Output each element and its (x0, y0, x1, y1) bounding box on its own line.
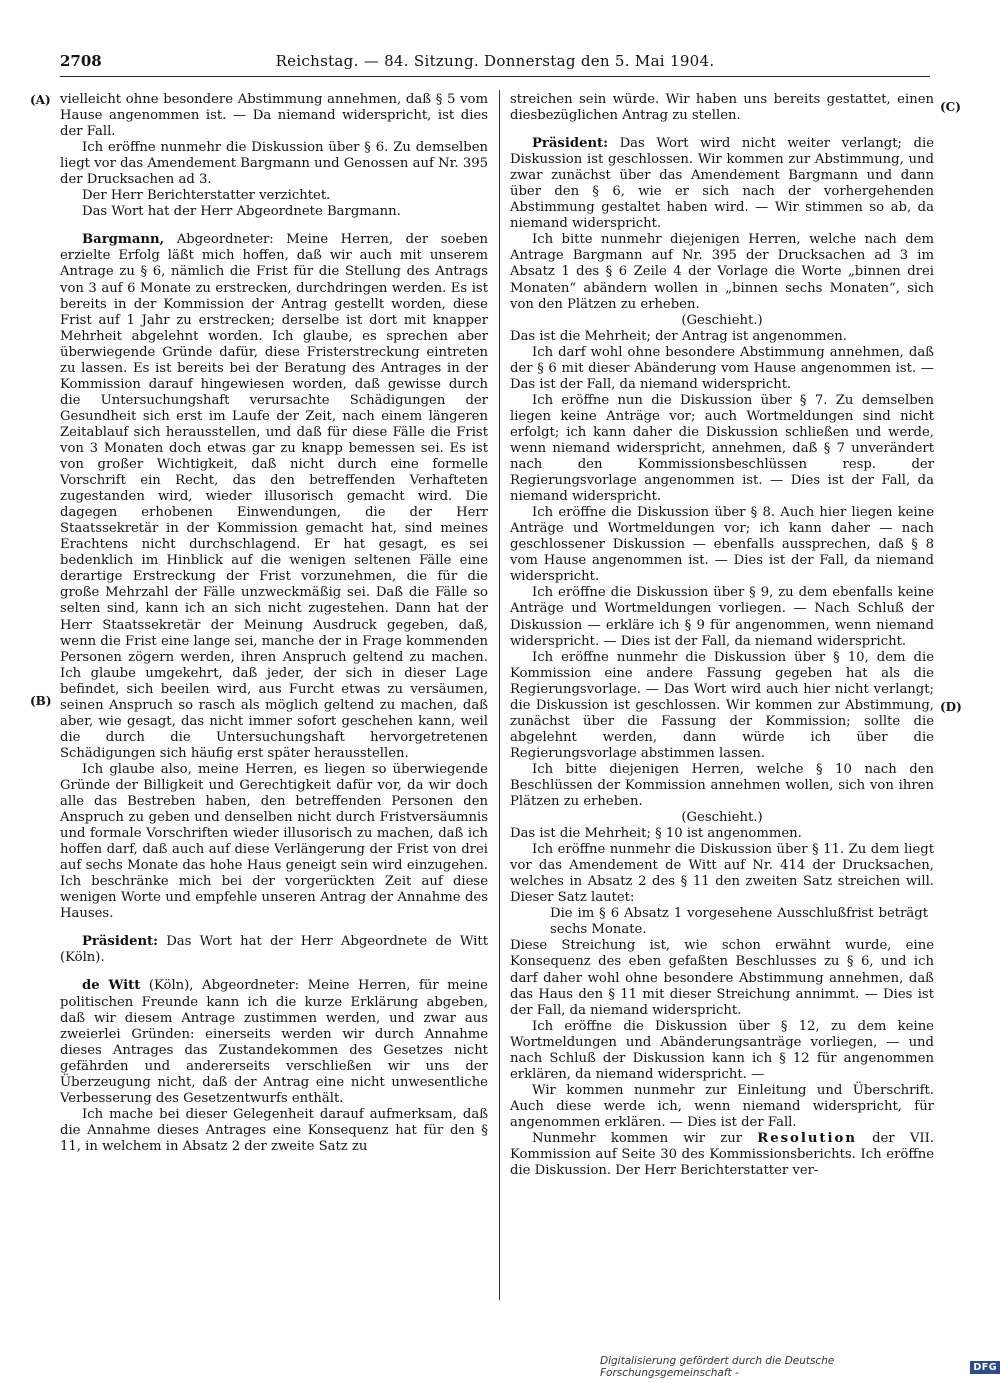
paragraph: Diese Streichung ist, wie schon erwähnt wurde, eine Konsequenz des eben gefaßten Beschlusses zu § 6, und ich darf daher wohl ohne besondere Abstimmung annehmen, daß das Haus den § 11 mit dieser Streichung annimmt. — Dies ist der Fall, da niemand widerspricht. (510, 938, 934, 1018)
speech-paragraph (510, 136, 934, 232)
margin-marker-c: (C) (940, 100, 961, 114)
spaced-emphasis: Resolution (757, 1131, 857, 1146)
paragraph: Der Herr Berichterstatter verzichtet. (82, 188, 331, 204)
margin-marker-a: (A) (30, 93, 51, 107)
paragraph: Ich eröffne nunmehr die Diskussion über § 6. Zu demselben liegt vor das Amendement Bargmann und Genossen auf Nr. 395 der Drucksachen ad 3. (60, 140, 488, 188)
dfg-logo: DFG (970, 1361, 1000, 1374)
paragraph: Ich bitte diejenigen Herren, welche § 10 nach den Beschlüssen der Kommission annehmen wollen, sich von ihren Plätzen zu erheben. (510, 761, 934, 810)
paragraph (510, 1131, 934, 1179)
stage-direction: (Geschieht.) (681, 312, 763, 328)
page-number: 2708 (60, 52, 102, 70)
paragraph: streichen sein würde. Wir haben uns bereits gestattet, einen diesbezüglichen Antrag zu stellen. (510, 92, 934, 124)
paragraph: Wir kommen nunmehr zur Einleitung und Überschrift. Auch diese werde ich, wenn niemand widerspricht, für angenommen erklären. — Dies ist der Fall. (510, 1082, 934, 1130)
margin-marker-d: (D) (940, 700, 962, 714)
speech-text: Abgeordneter: Meine Herren, der soeben erzielte Erfolg läßt mich hoffen, daß wir auch mit unserem Antrage zu § 6, nämlich die Frist für die Stellung des Antrags von 3 auf 6 Monate zu erstrecken, durchdringen werden. Es ist bereits in der Kommission der Antrag gestellt worden, diese Frist auf 1 Jahr zu erstrecken; derselbe ist dort mit knapper Mehrheit abgelehnt worden. Ich glaube, es sprechen aber überwiegende Gründe dafür, diese Fristerstreckung eintreten zu lassen. Es ist bereits bei der Beratung des Antrages in der Kommission darauf hingewiesen worden, daß gewisse durch die Untersuchungshaft verursachte Schädigungen der Gesundheit sich erst im Laufe der Zeit, nach einem längeren Zeitablauf sich herausstellen, und daß für diese Fälle die Frist von 3 Monaten doch etwas gar zu knapp bemessen sei. Es ist von großer Wichtigkeit, daß nicht durch eine formelle Vorschrift ein Recht, das den betreffenden Verhafteten zugestanden wird, wieder illusorisch gemacht wird. Die dagegen erhobenen Einwendungen, die der Herr Staatssekretär in der Kommission gemacht hat, sind meines Erachtens nicht durchschlagend. Er hat gesagt, es sei bedenklich im Hinblick auf die wenigen seltenen Fälle eine derartige Erstreckung der Frist vorzunehmen, die für die große Mehrzahl der Fälle unzweckmäßig sei. Daß die Fälle so selten sind, kann ich an sich nicht zugestehen. Dann hat der Herr Staatssekretär der Meinung Ausdruck gegeben, daß, wenn die Frist eine lange sei, manche der in Frage kommenden Personen zögern werden, ihren Anspruch geltend zu machen. Ich glaube umgekehrt, daß jeder, der sich in dieser Lage befindet, sich beeilen wird, aus Furcht etwas zu versäumen, seinen Anspruch so rasch als möglich geltend zu machen, daß aber, wie gesagt, das nicht immer sofort geschehen kann, weil die durch die Untersuchungshaft hervorgetretenen Schädigungen sich häufig erst später herausstellen. (60, 232, 488, 761)
paragraph: Ich eröffne die Diskussion über § 12, zu dem keine Wortmeldungen und Abänderungsanträge vorliegen, — und nach Schluß der Diskussion kann ich § 12 für angenommen erklären, da niemand widerspricht. — (510, 1018, 934, 1082)
paragraph: Ich eröffne nunmehr die Diskussion über § 10, dem die Kommission eine andere Fassung gegeben hat als die Regierungsvorlage. — Das Wort wird auch hier nicht verlangt; die Diskussion ist geschlossen. Wir kommen zur Abstimmung, zunächst über die Fassung der Kommission; sollte die abgelehnt werden, dann würde ich über die Regierungsvorlage abstimmen lassen. (510, 649, 934, 761)
speaker-name: Präsident: (82, 934, 159, 950)
speech-text: Das Wort hat der Herr Abgeordnete de Witt (Köln). (60, 934, 488, 966)
column-divider (499, 90, 500, 1300)
margin-marker-b: (B) (30, 694, 52, 708)
paragraph-text: der VII. Kommission auf Seite 30 des Kommissionsberichts. Ich eröffne die Diskussion. Der Herr Berichterstatter ver- (510, 1131, 934, 1179)
speaker-name: de Witt (82, 978, 141, 994)
paragraph: Ich bitte nunmehr diejenigen Herren, welche nach dem Antrage Bargmann auf Nr. 395 der Drucksachen ad 3 im Absatz 1 des § 6 Zeile 4 der Vorlage die Worte „binnen drei Monaten“ abändern wollen in „binnen sechs Monaten“, sich von den Plätzen zu erheben. (510, 232, 934, 312)
paragraph: Ich eröffne die Diskussion über § 8. Auch hier liegen keine Anträge und Wortmeldungen vor; ich kann daher — nach geschlossener Diskussion — ebenfalls aussprechen, daß § 8 vom Hause angenommen ist. — Dies ist der Fall, da niemand widerspricht. (510, 505, 934, 585)
right-column (510, 92, 934, 1179)
speech-paragraph (60, 934, 488, 966)
paragraph: vielleicht ohne besondere Abstimmung annehmen, daß § 5 vom Hause angenommen ist. — Da niemand widerspricht, ist dies der Fall. (60, 92, 488, 140)
paragraph: Ich mache bei dieser Gelegenheit darauf aufmerksam, daß die Annahme dieses Antrages eine Konsequenz hat für den § 11, in welchem in Absatz 2 der zweite Satz zu (60, 1106, 488, 1154)
left-column (60, 92, 488, 1155)
credit-text: Digitalisierung gefördert durch die Deutsche Forschungsgemeinschaft - (600, 1355, 835, 1379)
speaker-name: Bargmann, (82, 232, 165, 248)
paragraph: Ich glaube also, meine Herren, es liegen so überwiegende Gründe der Billigkeit und Gerechtigkeit dafür vor, da wir doch alle das Bestreben haben, den betreffenden Personen den Anspruch zu geben und denselben nicht durch Fristversäumnis und formale Vorschriften wieder illusorisch zu machen, daß ich hoffen darf, daß auch auf diese Verlängerung der Frist von drei auf sechs Monate das hohe Haus geneigt sein wird einzugehen. Ich beschränke mich bei der vorgerückten Zeit auf diese wenigen Worte und empfehle unseren Antrag der Annahme des Hauses. (60, 761, 488, 922)
speech-paragraph (60, 978, 488, 1106)
paragraph: Ich darf wohl ohne besondere Abstimmung annehmen, daß der § 6 mit dieser Abänderung vom Hause angenommen ist. — Das ist der Fall, da niemand widerspricht. (510, 344, 934, 392)
paragraph: Das ist die Mehrheit; der Antrag ist angenommen. (510, 328, 847, 344)
paragraph: Das ist die Mehrheit; § 10 ist angenommen. (510, 826, 802, 842)
paragraph: Ich eröffne nun die Diskussion über § 7. Zu demselben liegen keine Anträge vor; auch Wortmeldungen sind nicht erfolgt; ich kann daher die Diskussion schließen und werde, wenn niemand widerspricht, annehmen, daß § 7 unverändert nach den Kommissionsbeschlüssen resp. der Regierungsvorlage angenommen ist. — Dies ist der Fall, da niemand widerspricht. (510, 392, 934, 505)
digitization-credit (600, 1355, 1000, 1379)
paragraph: Ich eröffne die Diskussion über § 9, zu dem ebenfalls keine Anträge und Wortmeldungen vorliegen. — Nach Schluß der Diskussion — erkläre ich § 9 für angenommen, wenn niemand widerspricht. — Dies ist der Fall, da niemand widerspricht. (510, 585, 934, 649)
stage-direction: (Geschieht.) (681, 810, 763, 826)
page-header (60, 50, 930, 77)
quoted-text: Die im § 6 Absatz 1 vorgesehene Ausschlußfrist beträgt sechs Monate. (550, 906, 928, 938)
paragraph-text: Nunmehr kommen wir zur (532, 1131, 758, 1146)
speech-text: (Köln), Abgeordneter: Meine Herren, für meine politischen Freunde kann ich die kurze Erklärung abgeben, daß wir diesem Antrage zustimmen werden, und zwar aus zweierlei Gründen: einerseits werden wir durch Annahme dieses Antrages das Zustandekommen des Gesetzes nicht gefährden und andererseits verschließen wir uns der Überzeugung nicht, daß der Antrag eine nicht unwesentliche Verbesserung des Gesetzentwurfs enthält. (60, 978, 488, 1106)
paragraph: Das Wort hat der Herr Abgeordnete Bargmann. (82, 204, 401, 220)
speaker-name: Präsident: (532, 136, 609, 152)
speech-text: Das Wort wird nicht weiter verlangt; die Diskussion ist geschlossen. Wir kommen zur Abstimmung, und zwar zunächst über das Amendement Bargmann und dann über den § 6, wie er sich nach der vorhergehenden Abstimmung gestaltet haben wird. — Wir stimmen so ab, da niemand widerspricht. (510, 136, 934, 232)
running-title: Reichstag. — 84. Sitzung. Donnerstag den 5. Mai 1904. (275, 52, 715, 70)
speech-paragraph (60, 232, 488, 762)
paragraph: Ich eröffne nunmehr die Diskussion über § 11. Zu dem liegt vor das Amendement de Witt auf Nr. 414 der Drucksachen, welches in Absatz 2 des § 11 den zweiten Satz streichen will. Dieser Satz lautet: (510, 842, 934, 906)
